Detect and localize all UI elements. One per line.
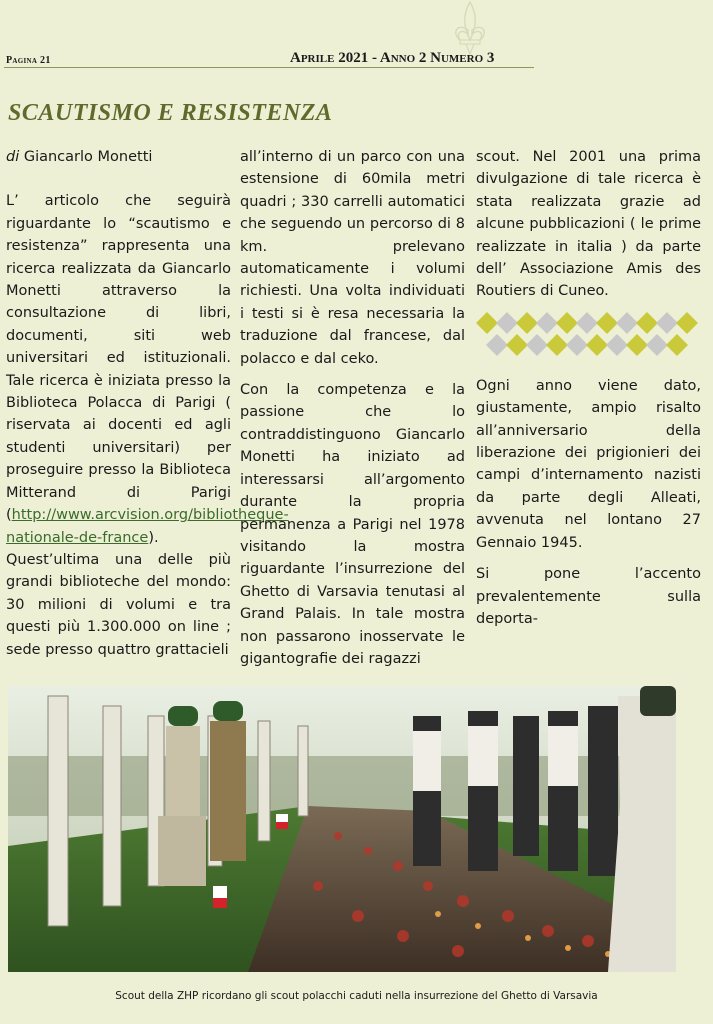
paragraph-competenza: Con la competenza e la passione che lo contraddistinguono Giancarlo Monetti ha iniziato ad interessarsi all’argomento durante la propria permanenza a Parigi nel 1978 visitando la mostra riguardante l’insurrezione del Ghetto di Varsavia tenutasi al Grand Palais. In tale mostra non passarono inosservate le gigantografie dei ragazzi (240, 382, 465, 667)
diamond-shape (636, 312, 658, 334)
diamond-shape (656, 312, 678, 334)
intro-rest: ). Quest’ultima una delle più grandi biblioteche del mondo: 30 milioni di volumi e tra questi più 1.300.000 on line ; sede presso quattro grattacieli (6, 529, 231, 658)
page-number: Pagina 21 (6, 55, 51, 66)
diamond-shape (676, 312, 698, 334)
diamond-shape (546, 334, 568, 356)
diamond-shape (566, 334, 588, 356)
photo-caption: Scout della ZHP ricordano gli scout polacchi caduti nella insurrezione del Ghetto di Varsavia (115, 990, 598, 1002)
article-title: SCAUTISMO E RESISTENZA (8, 100, 333, 126)
diamond-shape (586, 334, 608, 356)
diamond-shape (556, 312, 578, 334)
diamond-shape (496, 312, 518, 334)
diamond-shape (626, 334, 648, 356)
diamond-separator (476, 311, 701, 359)
paragraph-competenza-cont: scout. Nel 2001 una prima divulgazione di tale ricerca è stata realizzata grazie ad alcune pubblicazioni ( le prime realizzate in italia ) da parte dell’ Associazione Amis des Routiers di Cuneo. (476, 149, 701, 300)
diamond-shape (616, 312, 638, 334)
column-3 (476, 146, 701, 630)
diamond-shape (606, 334, 628, 356)
paragraph-intro-cont: all’interno di un parco con una estensione di 60mila metri quadri ; 330 carrelli automatici che seguendo un percorso di 8 km. prelevano automaticamente i volumi richiesti. Una volta individuati i testi si è resa necessaria la traduzione dal francese, dal polacco e dal ceko. (240, 149, 465, 367)
issue-info: Aprile 2021 - Anno 2 Numero 3 (290, 50, 495, 66)
source-link[interactable]: http://www.arcvision.org/bibliotheque-nationale-de-france (6, 507, 289, 546)
byline (6, 146, 231, 168)
diamond-shape (666, 334, 688, 356)
byline-prefix: di (6, 149, 20, 165)
diamond-shape (486, 334, 508, 356)
diamond-shape (476, 312, 498, 334)
diamond-shape (506, 334, 528, 356)
column-2 (240, 146, 465, 670)
paragraph-intro (6, 190, 289, 661)
diamond-shape (516, 312, 538, 334)
paragraph-anniversario: Ogni anno viene dato, giustamente, ampio risalto all’anniversario della liberazione dei prigionieri dei campi d’internamento nazisti da parte degli Alleati, avvenuta nel lontano 27 Gennaio 1945. (476, 377, 701, 551)
diamond-shape (646, 334, 668, 356)
scout-fleur-de-lis-logo (446, 0, 494, 56)
paragraph-deportazione: Si pone l’accento prevalentemente sulla deporta- (476, 566, 701, 627)
diamond-shape (536, 312, 558, 334)
byline-author: Giancarlo Monetti (19, 149, 153, 165)
header-divider (4, 67, 534, 68)
diamond-shape (596, 312, 618, 334)
diamond-shape (576, 312, 598, 334)
column-1 (6, 146, 289, 661)
commemoration-photo (8, 686, 676, 972)
intro-text: L’ articolo che seguirà riguardante lo “scautismo e resistenza” rappresenta una ricerca realizzata da Giancarlo Monetti attraverso la consultazione di libri, documenti, siti web universitari ed istituzionali. Tale ricerca è iniziata presso la Biblioteca Polacca di Parigi ( riservata ai docenti ed agli studenti universitari) per proseguire presso la Biblioteca Mitterand di Parigi ( (6, 193, 231, 524)
diamond-shape (526, 334, 548, 356)
